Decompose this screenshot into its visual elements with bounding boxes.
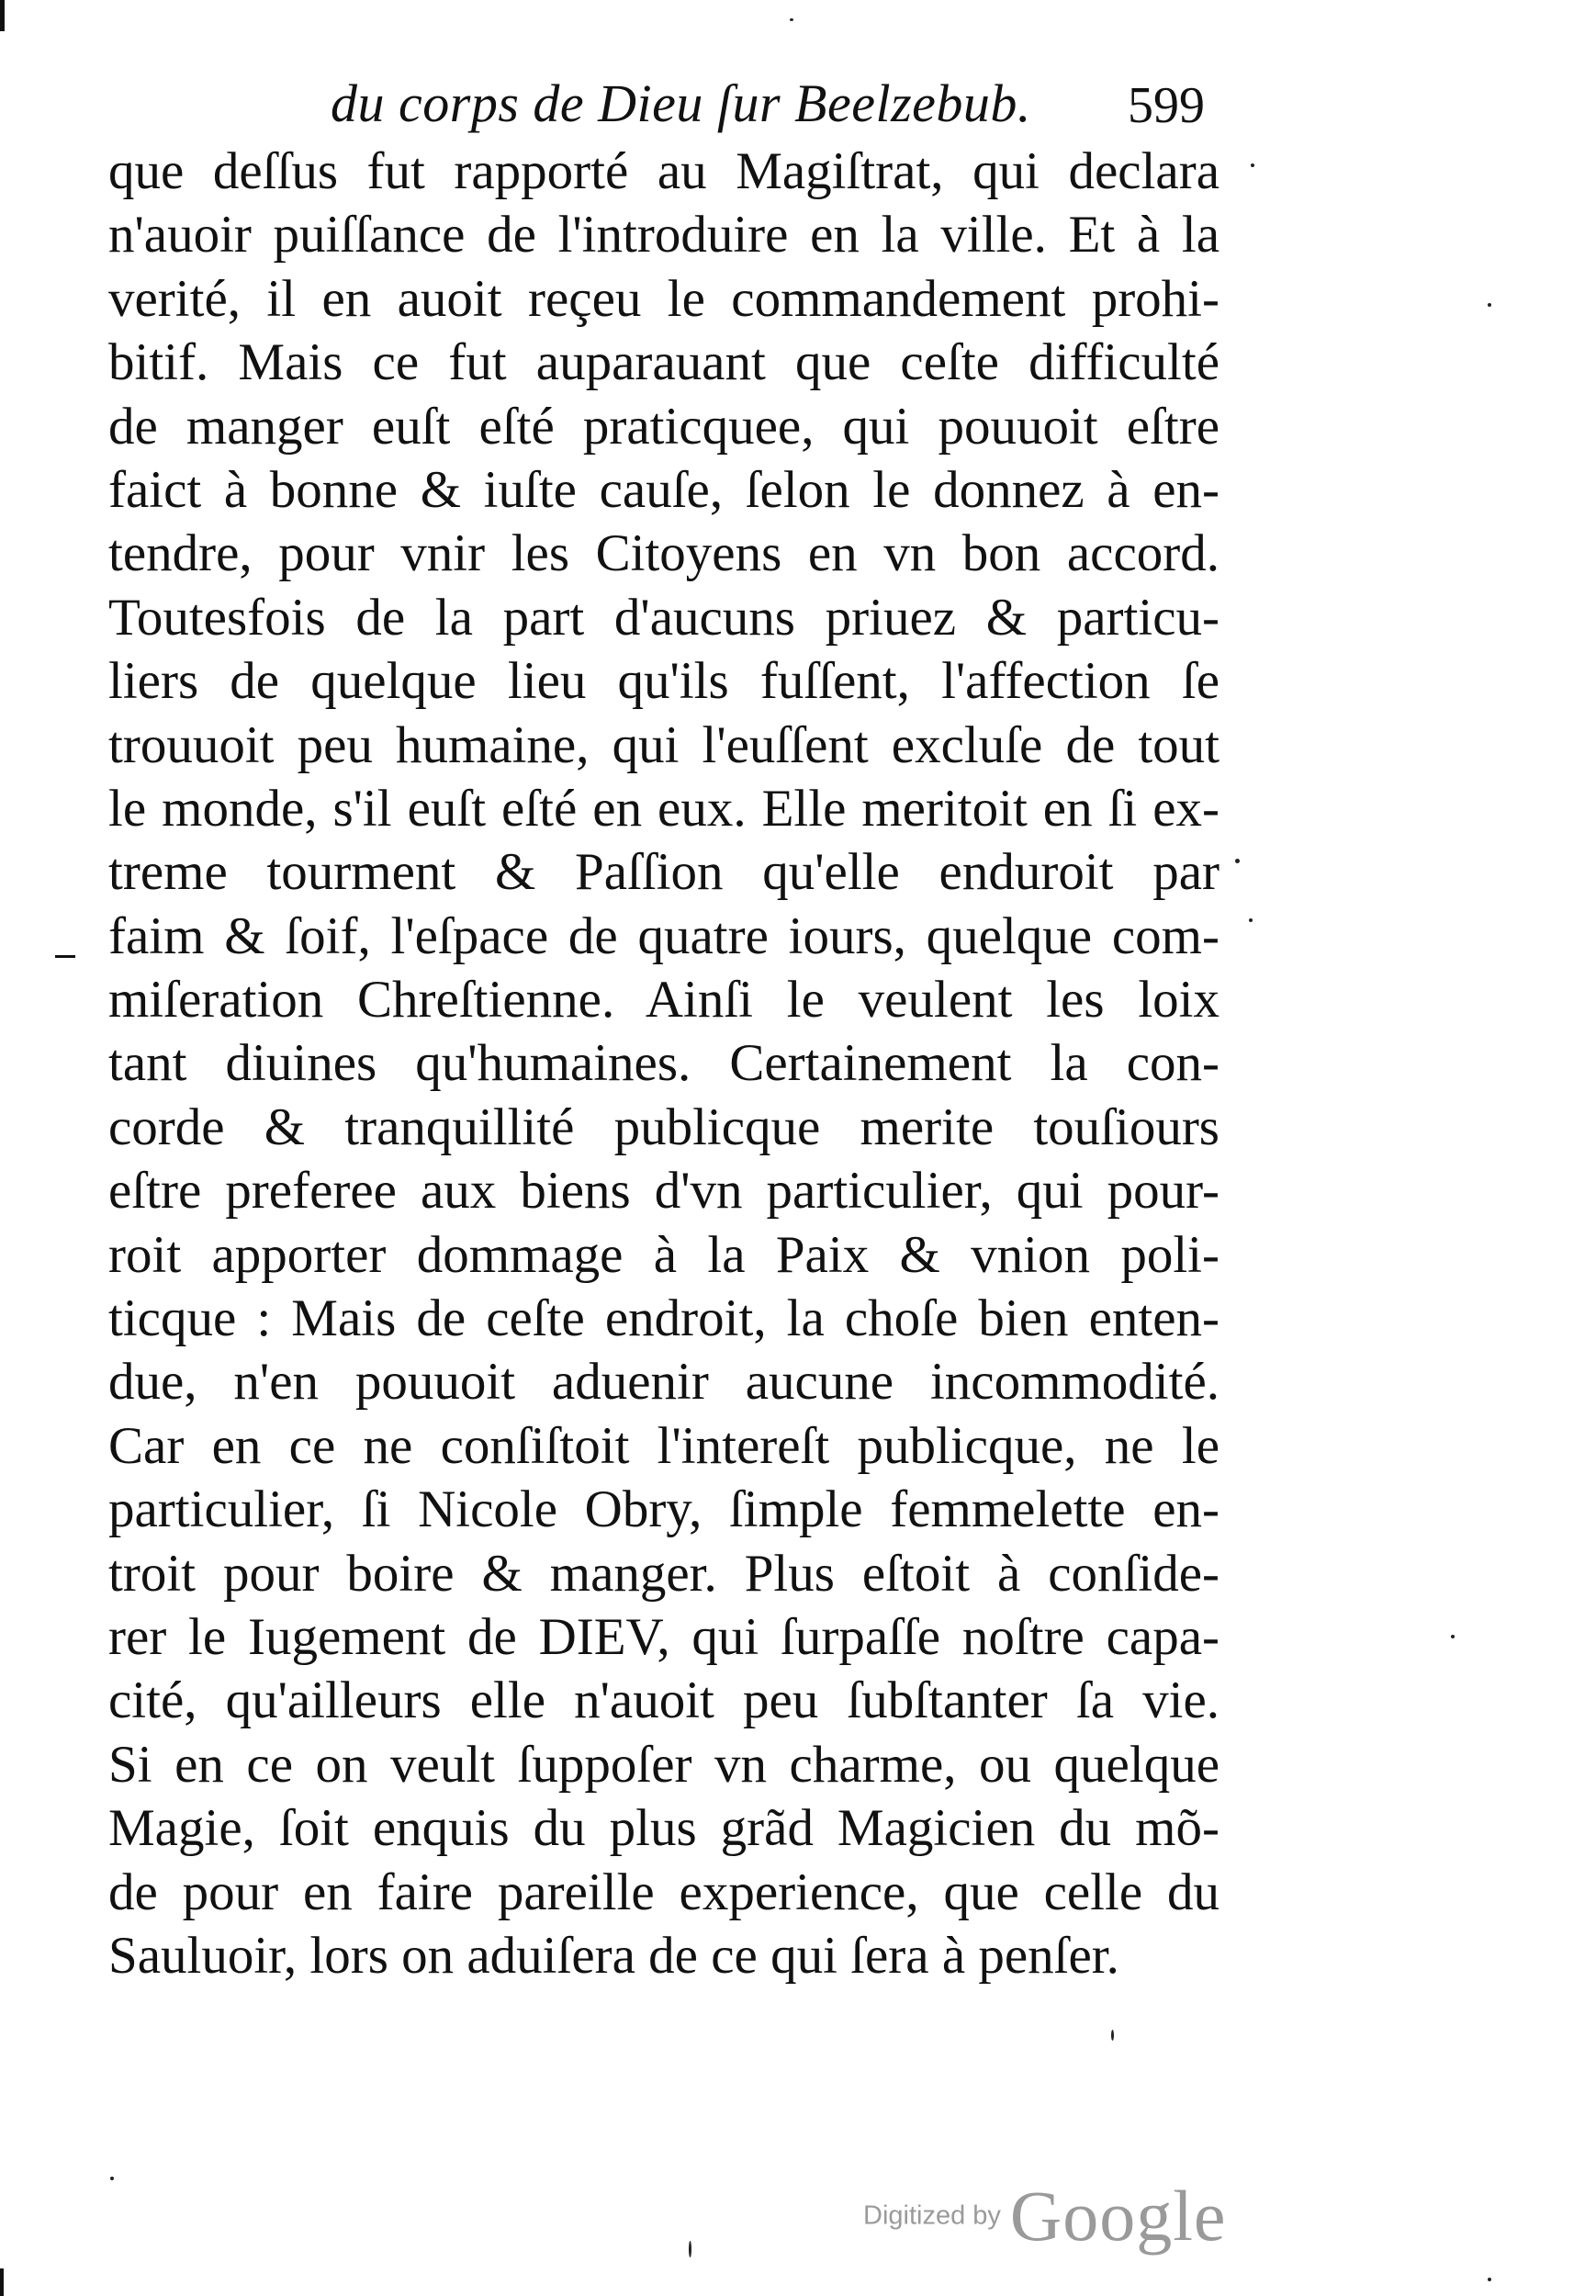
text-line: verité, il en auoit reçeu le commandement prohi- <box>108 269 1219 328</box>
scan-edge-mark <box>55 955 75 958</box>
text-line: eſtre preferee aux biens d'vn particulier, qui pour- <box>108 1162 1219 1221</box>
text-line: cité, qu'ailleurs elle n'auoit peu ſubſtanter ſa vie. <box>108 1671 1219 1730</box>
text-line: de pour en faire pareille experience, que celle du <box>108 1863 1219 1921</box>
text-line: n'auoir puiſſance de l'introduire en la ville. Et à la <box>108 206 1219 264</box>
text-line: Toutesfois de la part d'aucuns priuez & particu- <box>108 588 1219 647</box>
scan-speck <box>1488 303 1491 307</box>
text-line: troit pour boire & manger. Plus eſtoit à conſide- <box>108 1544 1219 1603</box>
text-line: ticque : Mais de ceſte endroit, la choſe bien enten- <box>108 1289 1219 1348</box>
scan-edge-mark <box>0 0 5 31</box>
text-line: trouuoit peu humaine, qui l'euſſent excluſe de tout <box>108 715 1219 774</box>
text-line: due, n'en pouuoit aduenir aucune incommodité. <box>108 1353 1219 1412</box>
text-line: roit apporter dommage à la Paix & vnion poli- <box>108 1225 1219 1284</box>
page-number: 599 <box>1128 77 1205 134</box>
scan-speck <box>1251 163 1254 167</box>
text-line: bitif. Mais ce fut auparauant que ceſte difficulté <box>108 333 1219 392</box>
text-line: Car en ce ne conſiſtoit l'intereſt publicque, ne le <box>108 1416 1219 1475</box>
text-line: faim & ſoif, l'eſpace de quatre iours, quelque com- <box>108 906 1219 965</box>
text-line: de manger euſt eſté praticquee, qui pouuoit eſtre <box>108 397 1219 456</box>
text-line: miſeration Chreſtienne. Ainſi le veulent les loix <box>108 971 1219 1030</box>
text-line: treme tourment & Paſſion qu'elle enduroit par <box>108 843 1219 902</box>
scan-speck <box>1488 2278 1491 2281</box>
text-line: faict à bonne & iuſte cauſe, ſelon le donnez à en- <box>108 460 1219 519</box>
watermark-prefix: Digitized by <box>863 2200 1001 2231</box>
text-line: tendre, pour vnir les Citoyens en vn bon accord. <box>108 524 1219 583</box>
running-head: du corps de Dieu ſur Beelzebub. <box>331 73 1031 133</box>
scan-speck <box>1111 2030 1114 2041</box>
scan-speck <box>790 18 793 21</box>
scan-speck <box>689 2241 691 2257</box>
scan-speck <box>110 2177 114 2180</box>
text-line: le monde, s'il euſt eſté en eux. Elle meritoit en ſi ex- <box>108 779 1219 838</box>
body-text <box>108 140 1219 1987</box>
text-line: tant diuines qu'humaines. Certainement la con- <box>108 1034 1219 1093</box>
text-line: Magie, ſoit enquis du plus grãd Magicien du mõ- <box>108 1799 1219 1858</box>
text-line: liers de quelque lieu qu'ils fuſſent, l'affection ſe <box>108 652 1219 711</box>
text-line: Si en ce on veult ſuppoſer vn charme, ou quelque <box>108 1735 1219 1794</box>
watermark-brand: Google <box>1009 2176 1227 2256</box>
text-line: que deſſus fut rapporté au Magiſtrat, qui declara <box>108 142 1219 200</box>
digitized-by-google-watermark <box>863 2175 1227 2257</box>
scan-speck <box>1235 859 1240 863</box>
text-line: particulier, ſi Nicole Obry, ſimple femmelette en- <box>108 1480 1219 1539</box>
scan-edge-mark <box>0 2268 4 2296</box>
text-line: corde & tranquillité publicque merite touſiours <box>108 1097 1219 1156</box>
scan-speck <box>1451 1635 1455 1638</box>
text-line: rer le Iugement de DIEV, qui ſurpaſſe noſtre capa- <box>108 1607 1219 1666</box>
scan-speck <box>1249 918 1253 922</box>
text-line: Sauluoir, lors on aduiſera de ce qui ſera à penſer. <box>108 1926 1119 1985</box>
